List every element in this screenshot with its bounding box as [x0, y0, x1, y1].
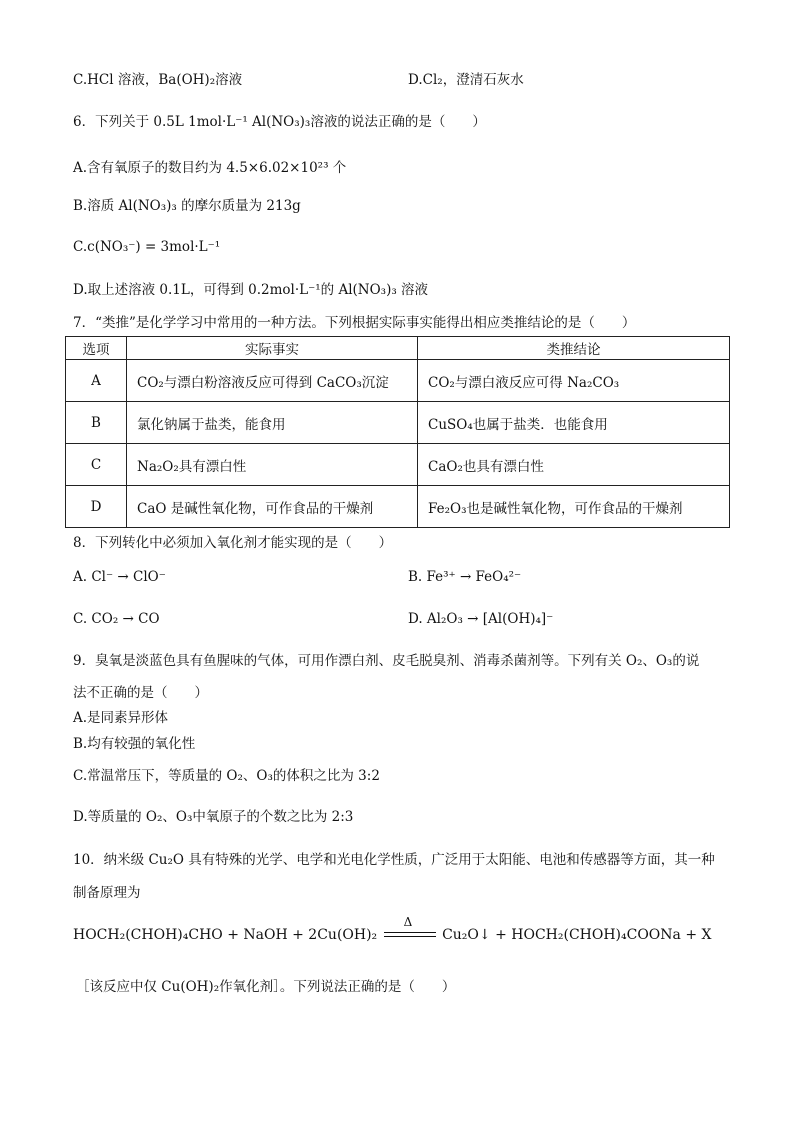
q7-cell-fact: 氯化钠属于盐类，能食用 [127, 402, 418, 444]
table-row [66, 402, 730, 444]
q9-stem-line2: 法不正确的是（ ） [73, 685, 208, 701]
q10-equation-reactants: HOCH₂(CHOH)₄CHO + NaOH + 2Cu(OH)₂ [73, 927, 378, 943]
q7-cell-conclusion: CO₂与漂白液反应可得 Na₂CO₃ [418, 360, 730, 402]
q9-option-d: D.等质量的 O₂、O₃中氧原子的个数之比为 2:3 [73, 809, 354, 825]
q6-stem: 6．下列关于 0.5L 1mol·L⁻¹ Al(NO₃)₃溶液的说法正确的是（ ） [73, 114, 486, 130]
q7-cell-fact: Na₂O₂具有漂白性 [127, 444, 418, 486]
q10-note: ［该反应中仅 Cu(OH)₂作氧化剂］。下列说法正确的是（ ） [76, 979, 456, 995]
q10-equation [73, 915, 712, 945]
q7-cell-option: D [66, 486, 127, 528]
q6-option-b: B.溶质 Al(NO₃)₃ 的摩尔质量为 213g [73, 198, 301, 214]
table-row [66, 486, 730, 528]
q8-option-b: B. Fe³⁺ → FeO₄²⁻ [408, 569, 522, 585]
q10-stem-line1: 10．纳米级 Cu₂O 具有特殊的光学、电学和光电化学性质，广泛用于太阳能、电池和传感器等方面，其一种 [73, 852, 715, 868]
q8-option-d: D. Al₂O₃ → [Al(OH)₄]⁻ [408, 611, 554, 627]
q7-table [65, 336, 730, 528]
q8-option-a: A. Cl⁻ → ClO⁻ [73, 569, 166, 585]
q7-cell-conclusion: CuSO₄也属于盐类．也能食用 [418, 402, 730, 444]
q8-option-c: C. CO₂ → CO [73, 611, 160, 627]
q7-header-fact: 实际事实 [127, 337, 418, 360]
q6-option-c: C.c(NO₃⁻) = 3mol·L⁻¹ [73, 239, 221, 255]
q9-option-b: B.均有较强的氧化性 [73, 736, 196, 752]
q7-cell-fact: CO₂与漂白粉溶液反应可得到 CaCO₃沉淀 [127, 360, 418, 402]
q7-cell-option: A [66, 360, 127, 402]
q7-cell-fact: CaO 是碱性氧化物，可作食品的干燥剂 [127, 486, 418, 528]
heating-condition-arrow [382, 915, 438, 945]
q8-stem: 8．下列转化中必须加入氧化剂才能实现的是（ ） [73, 535, 393, 551]
q7-stem: 7．“类推”是化学学习中常用的一种方法。下列根据实际事实能得出相应类推结论的是（ ） [73, 315, 636, 331]
q5-option-d: D.Cl₂，澄清石灰水 [408, 72, 524, 88]
q7-cell-conclusion: Fe₂O₃也是碱性氧化物，可作食品的干燥剂 [418, 486, 730, 528]
q7-header-conclusion: 类推结论 [418, 337, 730, 360]
q6-option-d: D.取上述溶液 0.1L，可得到 0.2mol·L⁻¹的 Al(NO₃)₃ 溶液 [73, 282, 429, 298]
q7-table-header [66, 337, 730, 360]
q9-stem-line1: 9．臭氧是淡蓝色具有鱼腥味的气体，可用作漂白剂、皮毛脱臭剂、消毒杀菌剂等。下列有关 O₂、O₃的说 [73, 653, 700, 669]
q10-equation-products: Cu₂O↓ + HOCH₂(CHOH)₄COONa + X [442, 927, 712, 943]
q7-header-option: 选项 [66, 337, 127, 360]
q5-option-c: C.HCl 溶液，Ba(OH)₂溶液 [73, 72, 243, 88]
q7-cell-conclusion: CaO₂也具有漂白性 [418, 444, 730, 486]
table-row [66, 444, 730, 486]
table-row [66, 360, 730, 402]
delta-icon: Δ [403, 915, 413, 929]
q9-option-c: C.常温常压下，等质量的 O₂、O₃的体积之比为 3:2 [73, 768, 380, 784]
q10-stem-line2: 制备原理为 [73, 885, 141, 901]
q7-cell-option: B [66, 402, 127, 444]
q6-option-a: A.含有氧原子的数目约为 4.5×6.02×10²³ 个 [73, 160, 347, 176]
q9-option-a: A.是同素异形体 [73, 710, 169, 726]
q7-cell-option: C [66, 444, 127, 486]
